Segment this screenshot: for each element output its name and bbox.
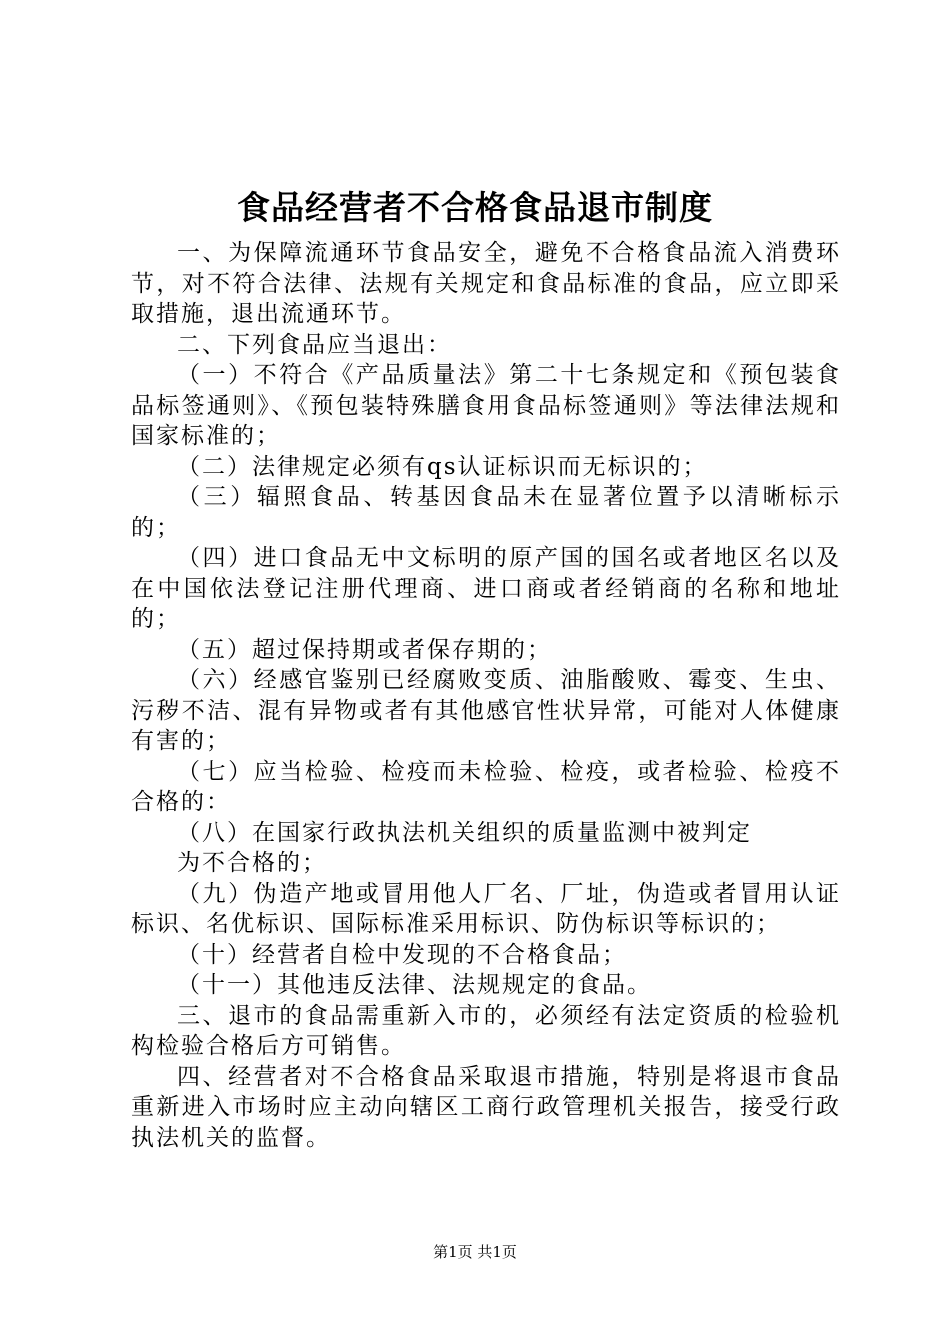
paragraph-item-3: （三）辐照食品、转基因食品未在显著位置予以清晰标示的； (131, 484, 841, 541)
paragraph-item-8-continued: 为不合格的； (177, 850, 327, 876)
paragraph-item-7: （七）应当检验、检疫而未检验、检疫，或者检验、检疫不合格的： (131, 758, 841, 815)
paragraph-item-2: （二）法律规定必须有qs认证标识而无标识的； (177, 453, 708, 480)
paragraph-2: 二、下列食品应当退出： (177, 331, 452, 358)
paragraph-item-11: （十一）其他违反法律、法规规定的食品。 (177, 972, 652, 998)
paragraph-item-6: （六）经感官鉴别已经腐败变质、油脂酸败、霉变、生虫、污秽不洁、混有异物或者有其他感官性状异常，可能对人体健康有害的； (131, 667, 841, 754)
paragraph-item-10: （十）经营者自检中发现的不合格食品； (177, 941, 627, 968)
document-title: 食品经营者不合格食品退市制度 (237, 188, 713, 227)
paragraph-item-9: （九）伪造产地或冒用他人厂名、厂址，伪造或者冒用认证标识、名优标识、国际标准采用标识、防伪标识等标识的； (131, 880, 841, 937)
paragraph-1: 一、为保障流通环节食品安全，避免不合格食品流入消费环节，对不符合法律、法规有关规定和食品标准的食品，应立即采取措施，退出流通环节。 (131, 240, 841, 327)
paragraph-item-4: （四）进口食品无中文标明的原产国的国名或者地区名以及在中国依法登记注册代理商、进口商或者经销商的名称和地址的； (131, 545, 841, 632)
paragraph-item-1: （一）不符合《产品质量法》第二十七条规定和《预包装食品标签通则》、《预包装特殊膳食用食品标签通则》等法律法规和国家标准的； (131, 362, 841, 449)
page-footer: 第1页 共1页 (433, 1243, 517, 1261)
paragraph-item-5: （五）超过保持期或者保存期的； (177, 636, 552, 663)
paragraph-3: 三、退市的食品需重新入市的，必须经有法定资质的检验机构检验合格后方可销售。 (131, 1002, 841, 1059)
paragraph-4: 四、经营者对不合格食品采取退市措施，特别是将退市食品重新进入市场时应主动向辖区工商行政管理机关报告，接受行政执法机关的监督。 (131, 1063, 841, 1151)
document-body (131, 238, 841, 1153)
paragraph-item-8: （八）在国家行政执法机关组织的质量监测中被判定 (177, 819, 752, 846)
